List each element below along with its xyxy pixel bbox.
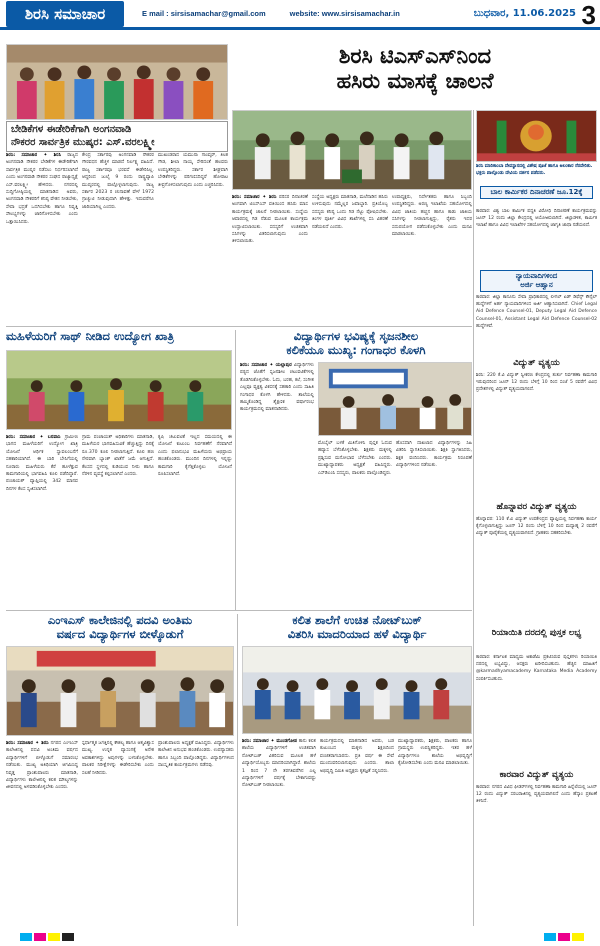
sidebar-temple-photo bbox=[476, 110, 597, 162]
mes-byline: ಶಿರಸಿ: ಸಮಾಚಾರ ✦ ಶಿರಸಿ bbox=[6, 741, 49, 746]
notebook-headline-line1: ಕಲಿತ ಶಾಲೆಗೆ ಉಚಿತ ನೋಟ್‌ಬುಕ್ bbox=[292, 613, 422, 627]
color-swatch-magenta bbox=[34, 933, 46, 941]
notebook-byline: ಶಿರಸಿ: ಸಮಾಚಾರ ✦ ಮುಂಡಗೋಡ bbox=[242, 739, 297, 744]
anganwadi-photo bbox=[6, 44, 228, 120]
anganwadi-body-3: ಮುಖಂಡರಾದ ಯಮುನಾ ಗಾಂವ್ಕರ್, ತಿಲಕ ಗೌಡ, ಶೀಲಾ ನಾಯ್ಕ ಸೇರಿದಂತೆ ಹಲವರು ಉಪಸ್ಥಿತರಿದ್ದರು. ಸರ್ಕಾರ ಶೀಘ್ರವಾಗಿ ಬೇಡಿಕೆಗಳನ್ನು ಪರಿಗಣಿಸದಿದ್ದರೆ ಹೋರಾಟ ತೀವ್ರಗೊಳಿಸಲಾಗುವುದು ಎಂದು ಎಚ್ಚರಿಸಿದರು. bbox=[158, 153, 228, 188]
color-swatch-black bbox=[62, 933, 74, 941]
students-body-3: ಹೊಸದಾಗಿ ದಾಖಲಾದ ವಿದ್ಯಾರ್ಥಿಗಳನ್ನು ಸಿಹಿ ವಿತರಿಸಿ ಸ್ವಾಗತಿಸಲಾಯಿತು. ಶಿಕ್ಷಕಿ ಸ್ವಾಗತಿಸಿದರು, ಶಿಕ್ಷಕ ವಂದಿಸಿದರು. ಕಾರ್ಯಕ್ರಮ ನಿರೂಪಣೆ ವಿದ್ಯಾರ್ಥಿಗಳಿಂದ ನಡೆಯಿತು. bbox=[396, 441, 472, 469]
anganwadi-col-3 bbox=[158, 152, 228, 322]
sidebar-text-power-2: ಹೊನ್ನಾವರ: 110 ಕೆ.ವಿ ವಿದ್ಯುತ್ ಉಪಕೇಂದ್ರದ ವ್ಯಾಪ್ತಿಯಲ್ಲಿ ನಿರ್ವಹಣಾ ಕಾರ್ಯ ಕೈಗೊಳ್ಳಲಾಗುತ್ತಿದ್ದು ಜೂನ್ 12 ರಂದು ಬೆಳಿಗ್ಗೆ 10 ರಿಂದ ಮಧ್ಯಾಹ್ನ 2 ರವರೆಗೆ ವಿದ್ಯುತ್ ಪೂರೈಕೆಯಲ್ಲಿ ವ್ಯತ್ಯಯವಾಗಲಿದೆ. ಗ್ರಾಹಕರು ಸಹಕರಿಸಬೇಕು. bbox=[476, 517, 597, 537]
students-byline: ಶಿರಸಿ: ಸಮಾಚಾರ ✦ ಯಲ್ಲಾಪುರ bbox=[240, 363, 292, 368]
main-headline-line2: ಹಸಿರು ಮಾಸಕ್ಕೆ ಚಾಲನೆ bbox=[336, 68, 494, 93]
notebook-headline bbox=[242, 614, 472, 641]
color-swatch-cyan bbox=[20, 933, 32, 941]
sidebar-box-lawyers-line2: ಅರ್ಜಿ ಆಹ್ವಾನ bbox=[520, 281, 553, 289]
anganwadi-byline: ಶಿರಸಿ: ಸಮಾಚಾರ ✦ ಶಿರಸಿ bbox=[6, 153, 62, 158]
sidebar-text-child-labour: ಕಾರವಾರ: ವಿಶ್ವ ಬಾಲ ಕಾರ್ಮಿಕ ಪದ್ಧತಿ ವಿರೋಧಿ ದಿನಾಚರಣೆ ಕಾರ್ಯಕ್ರಮವನ್ನು ಜೂನ್ 12 ರಂದು ಜಿಲ್ಲಾ ಕೇಂದ್ರದಲ್ಲಿ ಆಯೋಜಿಸಲಾಗಿದೆ. ಜಿಲ್ಲಾಡಳಿತ, ಕಾರ್ಮಿಕ ಇಲಾಖೆ ಹಾಗೂ ವಿವಿಧ ಇಲಾಖೆಗಳ ಸಹಯೋಗದಲ್ಲಿ ಜಾಗೃತಿ ಜಾಥಾ ನಡೆಯಲಿದೆ. bbox=[476, 209, 597, 229]
sidebar-divider bbox=[473, 110, 474, 926]
anganwadi-headline bbox=[6, 121, 228, 152]
tss-photo bbox=[232, 110, 472, 190]
anganwadi-body-1: ರಾಜ್ಯದ ಅಂಗನವಾಡಿ ನೌಕರರ ಬೇಡಿಕೆಗಳ ಈಡೇರಿಕೆಗಾಗಿ ಸಾರ್ವತ್ರಿಕ ಮುಷ್ಕರ ನಡೆಸಲು ನಿರ್ಧರಿಸಲಾಗಿದೆ ಎಂದು ಅಂಗನವಾಡಿ ನೌಕರರ ಸಂಘದ ರಾಜ್ಯಾಧ್ಯಕ್ಷೆ ಎಸ್.ವರಲಕ್ಷ್ಮೀ ಹೇಳಿದರು. ನಗರದಲ್ಲಿ ಸುದ್ದಿಗೋಷ್ಠಿಯಲ್ಲಿ ಮಾತನಾಡಿದ ಅವರು, ಅಂಗನವಾಡಿ ನೌಕರರಿಗೆ ಕನಿಷ್ಠ ವೇತನ ನೀಡಬೇಕು, ಸೇವಾ ಭದ್ರತೆ ಒದಗಿಸಬೇಕು ಹಾಗೂ ನಿವೃತ್ತಿ ಸೌಲಭ್ಯಗಳನ್ನು ಜಾರಿಗೊಳಿಸಬೇಕು ಎಂದು ಒತ್ತಾಯಿಸಿದರು. bbox=[6, 153, 78, 225]
anganwadi-col-2 bbox=[82, 152, 154, 322]
sidebar-text-power-3: ಕಾರವಾರ: ನಗರದ ವಿವಿಧ ಫೀಡರ್‌ಗಳಲ್ಲಿ ನಿರ್ವಹಣಾ ಕಾಮಗಾರಿ ಹಿನ್ನೆಲೆಯಲ್ಲಿ ಜೂನ್ 12 ರಂದು ವಿದ್ಯುತ್ ಸರಬರಾಜಿನಲ್ಲಿ ವ್ಯತ್ಯಯವಾಗಲಿದೆ ಎಂದು ಹೆಸ್ಕಾಂ ಪ್ರಕಟಣೆ ತಿಳಿಸಿದೆ. bbox=[476, 785, 597, 805]
tss-body-2: ಸಂಸ್ಥೆಯ ಅಧ್ಯಕ್ಷರು ಮಾತನಾಡಿ, ಮಲೆನಾಡಿನ ಹಸಿರು ಉಳಿಸುವುದು ನಮ್ಮೆಲ್ಲರ ಜವಾಬ್ದಾರಿ. ಪ್ರತಿಯೊಬ್ಬ ಸದಸ್ಯರು ಕನಿಷ್ಠ ಒಂದು ಗಿಡ ನೆಟ್ಟು ಪೋಷಿಸಬೇಕು. ತಿಂಗಳ ಪೂರ್ತಿ ವಿವಿಧ ಶಾಖೆಗಳಲ್ಲಿ ಸಸಿ ವಿತರಣೆ ನಡೆಯಲಿದೆ ಎಂದರು. bbox=[312, 195, 388, 230]
mes-body-1: ನಗರದ ಎಂಇಎಸ್ ಕಾಲೇಜಿನಲ್ಲಿ ಪದವಿ ಅಂತಿಮ ವರ್ಷದ ವಿದ್ಯಾರ್ಥಿಗಳಿಗೆ ಬೀಳ್ಕೊಡುಗೆ ಸಮಾರಂಭ ನಡೆಯಿತು. ಮುಖ್ಯ ಅತಿಥಿಯಾಗಿ ಆಗಮಿಸಿದ್ದ ನಿವೃತ್ತ ಪ್ರಾಂಶುಪಾಲರು ಮಾತನಾಡಿ, ವಿದ್ಯಾರ್ಥಿಗಳು ಕಾಲೇಜಿನಲ್ಲಿ ಕಲಿತ ಮೌಲ್ಯಗಳನ್ನು ಜೀವನದಲ್ಲಿ ಅಳವಡಿಸಿಕೊಳ್ಳಬೇಕು ಎಂದರು. bbox=[6, 741, 78, 791]
mes-body-2: ಸ್ಪರ್ಧಾತ್ಮಕ ಜಗತ್ತಿನಲ್ಲಿ ಕೌಶಲ್ಯ ಹಾಗೂ ಆತ್ಮವಿಶ್ವಾಸ ಮುಖ್ಯ. ಉನ್ನತ ವ್ಯಾಸಂಗಕ್ಕೆ ಅನೇಕ ಅವಕಾಶಗಳಿದ್ದು ಅವುಗಳನ್ನು ಬಳಸಿಕೊಳ್ಳಬೇಕು. ಪಾಲಕರ ನಿರೀಕ್ಷೆಗಳನ್ನು ಈಡೇರಿಸಬೇಕು ಎಂದು ಸಲಹೆ ನೀಡಿದರು. bbox=[82, 741, 154, 776]
students-photo bbox=[318, 362, 472, 436]
color-swatch-yellow-2 bbox=[572, 933, 584, 941]
tss-col-3 bbox=[392, 194, 472, 322]
women-byline: ಶಿರಸಿ: ಸಮಾಚಾರ ✦ ಬನವಾಸಿ bbox=[6, 435, 61, 440]
sidebar-photo-caption: ಶಿರಸಿ ಮಾರಿಕಾಂಬಾ ದೇವಸ್ಥಾನದಲ್ಲಿ ವಿಶೇಷ ಪೂಜೆ ಹಾಗೂ ಅಲಂಕಾರ ನೆರವೇರಿತು. ಭಕ್ತರು ಪಾಲ್ಗೊಂಡು ದೇವಿಯ ದರ್ಶನ ಪಡೆದರು. bbox=[476, 164, 593, 176]
notebook-headline-line2: ವಿತರಿಸಿ ಮಾದರಿಯಾದ ಹಳೆ ವಿದ್ಯಾರ್ಥಿ bbox=[287, 626, 427, 641]
masthead-date: ಬುಧವಾರ, 11.06.2025 bbox=[473, 8, 576, 19]
sidebar-box-lawyers bbox=[480, 270, 593, 292]
sidebar-box-child-labour: ಬಾಲ ಕಾರ್ಮಿಕರ ದಿನಾಚರಣೆ ಜೂ.12ಕ್ಕೆ bbox=[480, 186, 593, 199]
mes-headline bbox=[6, 614, 234, 641]
students-col-3 bbox=[396, 440, 472, 604]
notebook-col-1 bbox=[242, 738, 316, 926]
anganwadi-headline-line1: ಬೇಡಿಕೆಗಳ ಈಡೇರಿಕೆಗಾಗಿ ಅಂಗನವಾಡಿ bbox=[11, 124, 132, 135]
women-col-2 bbox=[82, 434, 154, 604]
print-color-bar bbox=[0, 928, 600, 946]
sidebar-head-power-2: ಹೊನ್ನಾವರ ವಿದ್ಯುತ್ ವ್ಯತ್ಯಯ bbox=[496, 502, 577, 512]
mes-col-1 bbox=[6, 740, 78, 926]
mes-headline-line1: ಎಂಇಎಸ್ ಕಾಲೇಜಿನಲ್ಲಿ ಪದವಿ ಅಂತಿಮ bbox=[47, 613, 193, 627]
masthead-email: E mail : sirsisamachar@gmail.com bbox=[142, 9, 266, 18]
divider-row-1 bbox=[6, 326, 472, 327]
page-number: 3 bbox=[581, 0, 596, 30]
sidebar-text-power-1: ಶಿರಸಿ: 220 ಕೆ.ವಿ ವಿದ್ಯುತ್ ಸ್ವೀಕರಣ ಕೇಂದ್ರದಲ್ಲಿ ತುರ್ತು ನಿರ್ವಹಣಾ ಕಾಮಗಾರಿ ಇರುವುದರಿಂದ ಜೂನ್ 12 ರಂದು ಬೆಳಿಗ್ಗೆ 10 ರಿಂದ ಸಂಜೆ 5 ರವರೆಗೆ ವಿವಿಧ ಪ್ರದೇಶಗಳಲ್ಲಿ ವಿದ್ಯುತ್ ವ್ಯತ್ಯಯವಾಗಲಿದೆ. bbox=[476, 373, 597, 393]
notebook-col-2 bbox=[320, 738, 394, 926]
masthead-website: website: www.sirsisamachar.in bbox=[289, 9, 400, 18]
tss-body-1: ಪರಿಸರ ದಿನಾಚರಣೆ ಅಂಗವಾಗಿ ಟಿಎಸ್‌ಎಸ್ ವತಿಯಿಂದ ಹಸಿರು ಮಾಸ ಕಾರ್ಯಕ್ರಮಕ್ಕೆ ಚಾಲನೆ ನೀಡಲಾಯಿತು. ಸಂಸ್ಥೆಯ ಆವಾರದಲ್ಲಿ ಗಿಡ ನೆಡುವ ಮೂಲಕ ಕಾರ್ಯಕ್ರಮ ಉದ್ಘಾಟಿಸಲಾಯಿತು. ಸದಸ್ಯರಿಗೆ ಉಚಿತವಾಗಿ ಸಸಿಗಳನ್ನು ವಿತರಿಸಲಾಗುವುದು ಎಂದು ತಿಳಿಸಲಾಯಿತು. bbox=[232, 195, 308, 245]
students-headline bbox=[240, 330, 472, 357]
mes-body-3: ಪ್ರಾಂಶುಪಾಲರು ಅಧ್ಯಕ್ಷತೆ ವಹಿಸಿದ್ದರು. ವಿದ್ಯಾರ್ಥಿಗಳು ಕಾಲೇಜಿನ ಅನುಭವ ಹಂಚಿಕೊಂಡರು. ಉಪನ್ಯಾಸಕರು ಹಾಗೂ ಸಿಬ್ಬಂದಿ ಪಾಲ್ಗೊಂಡಿದ್ದರು. ವಿದ್ಯಾರ್ಥಿಗಳಿಂದ ಸಾಂಸ್ಕೃತಿಕ ಕಾರ್ಯಕ್ರಮಗಳು ನಡೆದವು. bbox=[158, 741, 234, 769]
anganwadi-col-1 bbox=[6, 152, 78, 322]
women-headline: ಮಹಿಳೆಯರಿಗೆ ಸಾಥ್ ನೀಡಿದ ಉದ್ಯೋಗ ಖಾತ್ರಿ bbox=[6, 329, 174, 343]
women-col-1 bbox=[6, 434, 78, 604]
notebook-col-3 bbox=[398, 738, 472, 926]
tss-byline: ಶಿರಸಿ: ಸಮಾಚಾರ ✦ ಶಿರಸಿ bbox=[232, 195, 277, 200]
color-swatch-magenta-2 bbox=[558, 933, 570, 941]
masthead-logo: ಶಿರಸಿ ಸಮಾಚಾರ bbox=[6, 1, 124, 27]
divider-vertical-mid bbox=[235, 330, 236, 610]
women-col-3 bbox=[158, 434, 232, 604]
tss-body-3: ಉಪಾಧ್ಯಕ್ಷರು, ನಿರ್ದೇಶಕರು ಹಾಗೂ ಸಿಬ್ಬಂದಿ ಉಪಸ್ಥಿತರಿದ್ದರು. ಅರಣ್ಯ ಇಲಾಖೆಯ ಸಹಯೋಗದಲ್ಲಿ ವಿವಿಧ ಜಾತಿಯ ಹಣ್ಣಿನ ಹಾಗೂ ಕಾಡು ಜಾತಿಯ ಸಸಿಗಳನ್ನು ನೀಡಲಾಗುತ್ತಿದ್ದು, ರೈತರು ಇದರ ಸದುಪಯೋಗ ಪಡೆದುಕೊಳ್ಳಬೇಕು ಎಂದು ಮನವಿ ಮಾಡಲಾಯಿತು. bbox=[392, 195, 472, 238]
women-body-2: ಗ್ರಾಮ ಪಂಚಾಯತ್ ಅಧಿಕಾರಿಗಳು ಮಾತನಾಡಿ, ಮಹಿಳೆಯರ ಭಾಗವಹಿಸುವಿಕೆ ಹೆಚ್ಚುತ್ತಿದ್ದು ದಿನಕ್ಕೆ ರೂ.370 ಕೂಲಿ ನೀಡಲಾಗುತ್ತಿದೆ. ಕೂಲಿ ಹಣ ನೇರವಾಗಿ ಬ್ಯಾಂಕ್ ಖಾತೆಗೆ ಜಮೆ ಆಗುತ್ತಿದೆ. ಕೆಲಸದ ಸ್ಥಳದಲ್ಲಿ ಕುಡಿಯುವ ನೀರು ಹಾಗೂ ನೆರಳಿನ ವ್ಯವಸ್ಥೆ ಕಲ್ಪಿಸಲಾಗಿದೆ ಎಂದರು. bbox=[82, 435, 154, 478]
students-body-2: ಮೊಬೈಲ್ ಬಳಕೆ ಮಿತಿಗೊಳಿಸಿ ಪುಸ್ತಕ ಓದುವ ಹವ್ಯಾಸ ಬೆಳೆಸಿಕೊಳ್ಳಬೇಕು. ಶಿಕ್ಷಕರು ಮಕ್ಕಳಲ್ಲಿ ಪ್ರಶ್ನಿಸುವ ಮನೋಭಾವ ಬೆಳೆಸಬೇಕು ಎಂದರು. ಮುಖ್ಯಾಧ್ಯಾಪಕರು ಅಧ್ಯಕ್ಷತೆ ವಹಿಸಿದ್ದರು. ಎಸ್‌ಡಿಎಂಸಿ ಸದಸ್ಯರು, ಪಾಲಕರು ಪಾಲ್ಗೊಂಡಿದ್ದರು. bbox=[318, 441, 392, 476]
masthead bbox=[0, 0, 600, 30]
students-body-1: ವಿದ್ಯಾರ್ಥಿಗಳು ಪಠ್ಯದ ಜೊತೆಗೆ ಸೃಜನಶೀಲ ಚಟುವಟಿಕೆಗಳಲ್ಲಿ ತೊಡಗಿಸಿಕೊಳ್ಳಬೇಕು. ಓದು, ಬರಹ, ಕಲೆ, ಸಂಗೀತ ಎಲ್ಲವೂ ವ್ಯಕ್ತಿತ್ವ ವಿಕಸನಕ್ಕೆ ಸಹಕಾರಿ ಎಂದು ಸಾಹಿತಿ ಗಂಗಾಧರ ಕೊಳಗಿ ಹೇಳಿದರು. ಶಾಲೆಯಲ್ಲಿ ಹಮ್ಮಿಕೊಂಡಿದ್ದ ಶೈಕ್ಷಣಿಕ ವರ್ಷಾರಂಭ ಕಾರ್ಯಕ್ರಮದಲ್ಲಿ ಮಾತನಾಡಿದರು. bbox=[240, 363, 314, 413]
divider-row-2 bbox=[6, 610, 472, 611]
students-col-1 bbox=[240, 362, 314, 604]
notebook-body-1: ತಾನು ಕಲಿತ ಶಾಲೆಯ ವಿದ್ಯಾರ್ಥಿಗಳಿಗೆ ಉಚಿತವಾಗಿ ನೋಟ್‌ಬುಕ್ ವಿತರಿಸುವ ಮೂಲಕ ಹಳೆ ವಿದ್ಯಾರ್ಥಿಯೊಬ್ಬರು ಮಾದರಿಯಾಗಿದ್ದಾರೆ. ಶಾಲೆಯ 1 ರಿಂದ 7 ನೇ ತರಗತಿವರೆಗಿನ ಎಲ್ಲ ವಿದ್ಯಾರ್ಥಿಗಳಿಗೆ ವರ್ಷಕ್ಕೆ ಬೇಕಾಗುವಷ್ಟು ನೋಟ್‌ಬುಕ್ ನೀಡಲಾಯಿತು. bbox=[242, 739, 316, 789]
women-body-3: ಕೃಷಿ ಚಟುವಟಿಕೆ ಇಲ್ಲದ ಸಮಯದಲ್ಲಿ ಈ ಯೋಜನೆ ಕುಟುಂಬ ನಿರ್ವಹಣೆಗೆ ನೆರವಾಗಿದೆ ಎಂದು ಫಲಾನುಭವಿ ಮಹಿಳೆಯರು ಅಭಿಪ್ರಾಯ ಹಂಚಿಕೊಂಡರು. ಮುಂದಿನ ದಿನಗಳಲ್ಲಿ ಇನ್ನಷ್ಟು ಕಾಮಗಾರಿ ಕೈಗೆತ್ತಿಕೊಳ್ಳಲು ಯೋಜನೆ ರೂಪಿಸಲಾಗಿದೆ. bbox=[158, 435, 232, 478]
mes-col-2 bbox=[82, 740, 154, 926]
sidebar-head-power-3: ಕಾರವಾರ ವಿದ್ಯುತ್ ವ್ಯತ್ಯಯ bbox=[499, 770, 574, 780]
mes-headline-line2: ವರ್ಷದ ವಿದ್ಯಾರ್ಥಿಗಳ ಬೀಳ್ಕೊಡುಗೆ bbox=[56, 626, 184, 641]
mes-col-3 bbox=[158, 740, 234, 926]
students-headline-line1: ವಿದ್ಯಾರ್ಥಿಗಳ ಭವಿಷ್ಯಕ್ಕೆ ಸೃಜನಶೀಲ bbox=[293, 329, 419, 343]
women-photo bbox=[6, 350, 232, 430]
sidebar-head-power-1: ವಿದ್ಯುತ್ ವ್ಯತ್ಯಯ bbox=[513, 358, 560, 368]
color-swatch-yellow bbox=[48, 933, 60, 941]
mes-photo bbox=[6, 646, 234, 736]
students-headline-line2: ಕಲಿಕೆಯೂ ಮುಖ್ಯ: ಗಂಗಾಧರ ಕೊಳಗಿ bbox=[286, 342, 426, 357]
divider-vertical-bottom bbox=[237, 614, 238, 926]
students-col-2 bbox=[318, 440, 392, 604]
sidebar-head-books: ರಿಯಾಯಿತಿ ದರದಲ್ಲಿ ಪುಸ್ತಕ ಲಭ್ಯ bbox=[491, 628, 582, 638]
notebook-body-2: ಕಾರ್ಯಕ್ರಮದಲ್ಲಿ ಮಾತನಾಡಿದ ಅವರು, ಬಡ ಕುಟುಂಬದ ಮಕ್ಕಳು ಶಿಕ್ಷಣದಿಂದ ವಂಚಿತರಾಗಬಾರದು. ಪ್ರತಿ ವರ್ಷ ಈ ಸೇವೆ ಮುಂದುವರಿಸಲಾಗುವುದು ಎಂದರು. ಶಾಲಾ ಅಭಿವೃದ್ಧಿ ಸಮಿತಿ ಅಧ್ಯಕ್ಷರು ಕೃತಜ್ಞತೆ ಸಲ್ಲಿಸಿದರು. bbox=[320, 739, 394, 774]
notebook-body-3: ಮುಖ್ಯಾಧ್ಯಾಪಕರು, ಶಿಕ್ಷಕರು, ಪಾಲಕರು ಹಾಗೂ ಗ್ರಾಮಸ್ಥರು ಉಪಸ್ಥಿತರಿದ್ದರು. ಇತರ ಹಳೆ ವಿದ್ಯಾರ್ಥಿಗಳೂ ಶಾಲೆಯ ಅಭಿವೃದ್ಧಿಗೆ ಕೈಜೋಡಿಸಬೇಕು ಎಂದು ಮನವಿ ಮಾಡಲಾಯಿತು. bbox=[398, 739, 472, 767]
notebook-photo bbox=[242, 646, 472, 734]
main-headline-line1: ಶಿರಸಿ ಟಿಎಸ್‌ಎಸ್‌ನಿಂದ bbox=[338, 44, 492, 68]
sidebar-text-lawyers: ಕಾರವಾರ: ಜಿಲ್ಲಾ ಕಾನೂನು ಸೇವಾ ಪ್ರಾಧಿಕಾರದಲ್ಲಿ ಲೀಗಲ್ ಏಡ್ ಡಿಫೆನ್ಸ್ ಕೌನ್ಸೆಲ್ ಹುದ್ದೆಗಳಿಗೆ ಅರ್ಹ ನ್ಯಾಯವಾದಿಗಳಿಂದ ಅರ್ಜಿ ಆಹ್ವಾನಿಸಲಾಗಿದೆ. Chief Legal Aid Defence Counsel-01, Deputy Legal Aid Defence Counsel-01, Assistant Legal Aid Defence Counsel-02 ಹುದ್ದೆಗಳಿವೆ. bbox=[476, 295, 597, 329]
sidebar-box-lawyers-line1: ನ್ಯಾಯವಾದಿಗಳಿಂದ bbox=[515, 272, 558, 280]
sidebar-text-books: ಕಾರವಾರ: ಕರ್ನಾಟಕ ಮಾಧ್ಯಮ ಅಕಾಡೆಮಿ ಪ್ರಕಟಿಸಿರುವ ಪುಸ್ತಕಗಳು ರಿಯಾಯಿತಿ ದರದಲ್ಲಿ ಲಭ್ಯವಿದ್ದು, ಆಸಕ್ತರು ಖರೀದಿಸಬಹುದು. ಹೆಚ್ಚಿನ ಮಾಹಿತಿಗೆ @karmadhyamacademy Karnataka Media Academy ಸಂಪರ್ಕಿಸಬಹುದು. bbox=[476, 655, 597, 682]
tss-col-2 bbox=[312, 194, 388, 322]
anganwadi-headline-line2: ನೌಕರರ ಸಾರ್ವತ್ರಿಕ ಮುಷ್ಕರ: ಎಸ್.ವರಲಕ್ಷ್ಮೀ bbox=[11, 136, 155, 148]
women-body-1: ಗ್ರಾಮೀಣ ಭಾಗದ ಮಹಿಳೆಯರಿಗೆ ಉದ್ಯೋಗ ಖಾತ್ರಿ ಯೋಜನೆ ಆರ್ಥಿಕ ಸ್ವಾವಲಂಬನೆಗೆ ಸಹಕಾರಿಯಾಗಿದೆ. ಈ ಬಾರಿ ಬೇಸಿಗೆಯಲ್ಲಿ ನೂರಾರು ಮಹಿಳೆಯರು ಕೆರೆ ಹೂಳೆತ್ತುವ ಕಾಮಗಾರಿಯಲ್ಲಿ ಭಾಗವಹಿಸಿ ಕೂಲಿ ಪಡೆದಿದ್ದಾರೆ. ಪಂಚಾಯತ್ ವ್ಯಾಪ್ತಿಯಲ್ಲಿ 342 ಮಾನವ ದಿನಗಳ ಕೆಲಸ ಸೃಜಿಸಲಾಗಿದೆ. bbox=[6, 435, 78, 492]
anganwadi-body-2: ಕೇಂದ್ರ ಸರ್ಕಾರವು ಅಂಗನವಾಡಿ ನೌಕರರ ಗೌರವಧನ ಹೆಚ್ಚಳ ಮಾಡದೆ ನಿರ್ಲಕ್ಷ್ಯ ವಹಿಸಿದೆ. ರಾಜ್ಯ ಸರ್ಕಾರವೂ ಭರವಸೆ ಈಡೇರಿಸಿಲ್ಲ. ಆದ್ದರಿಂದ ಜುಲೈ 9 ರಂದು ರಾಷ್ಟ್ರವ್ಯಾಪಿ ಮುಷ್ಕರದಲ್ಲಿ ಪಾಲ್ಗೊಳ್ಳಲಾಗುವುದು. ರಾಜ್ಯ ಸರ್ಕಾರ 2023 ರ ಚುನಾವಣೆ ವೇಳೆ 1972 ಗ್ರಾಚ್ಯುಟಿ ನೀಡುವುದಾಗಿ ಹೇಳಿತ್ತು. ಇದುವರೆಗೂ ಜಾರಿಯಾಗಿಲ್ಲ ಎಂದರು. bbox=[82, 153, 154, 210]
color-swatch-cyan-2 bbox=[544, 933, 556, 941]
tss-col-1 bbox=[232, 194, 308, 322]
main-headline bbox=[232, 44, 598, 94]
